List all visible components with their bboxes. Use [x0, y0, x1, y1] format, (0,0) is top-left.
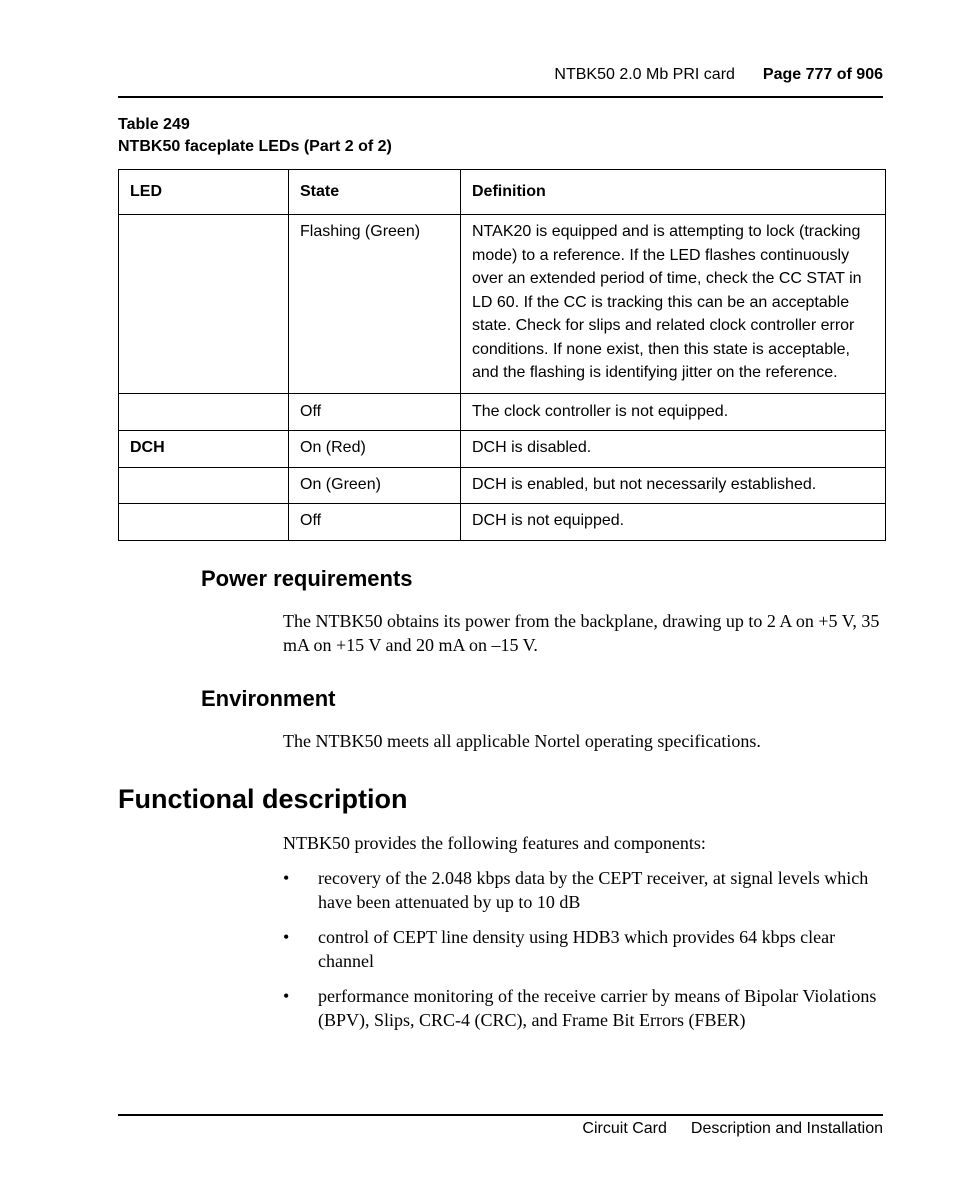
bullet-icon: •	[283, 927, 290, 947]
table-caption-number: Table 249	[118, 116, 190, 133]
column-header-state: State	[289, 170, 461, 215]
functional-description-intro: NTBK50 provides the following features and components:	[283, 833, 706, 853]
table-row	[119, 467, 886, 504]
cell-state: Off	[289, 504, 461, 541]
list-item	[283, 925, 883, 973]
cell-state: On (Red)	[289, 431, 461, 468]
table-caption-title: NTBK50 faceplate LEDs (Part 2 of 2)	[118, 138, 392, 155]
page-footer-text	[582, 1120, 883, 1138]
page-footer	[118, 1114, 883, 1137]
column-header-definition: Definition	[461, 170, 886, 215]
table-row	[119, 215, 886, 394]
list-item-text: control of CEPT line density using HDB3 which provides 64 kbps clear channel	[318, 927, 836, 971]
table-header-row	[119, 170, 886, 215]
cell-state: On (Green)	[289, 467, 461, 504]
list-item	[283, 866, 883, 914]
header-document-title: NTBK50 2.0 Mb PRI card	[554, 66, 735, 83]
list-item	[283, 984, 883, 1032]
column-header-led: LED	[119, 170, 289, 215]
table-caption	[118, 114, 392, 158]
cell-state: Off	[289, 393, 461, 431]
footer-section: Circuit Card	[582, 1120, 667, 1137]
cell-definition: DCH is not equipped.	[461, 504, 886, 541]
cell-definition: DCH is disabled.	[461, 431, 886, 468]
cell-state: Flashing (Green)	[289, 215, 461, 394]
cell-led: DCH	[119, 431, 289, 468]
table-row	[119, 393, 886, 431]
cell-led	[119, 467, 289, 504]
cell-definition: DCH is enabled, but not necessarily established.	[461, 467, 886, 504]
table-row	[119, 504, 886, 541]
cell-led	[119, 504, 289, 541]
list-item-text: performance monitoring of the receive carrier by means of Bipolar Violations (BPV), Slips, CRC-4 (CRC), and Frame Bit Errors (FBER)	[318, 986, 877, 1030]
power-requirements-text: The NTBK50 obtains its power from the backplane, drawing up to 2 A on +5 V, 35 mA on +15 V and 20 mA on –15 V.	[283, 611, 880, 655]
page-header	[118, 66, 883, 98]
header-page-number: Page 777 of 906	[762, 66, 883, 83]
page-header-text	[554, 66, 883, 84]
table-row	[119, 431, 886, 468]
list-item-text: recovery of the 2.048 kbps data by the CEPT receiver, at signal levels which have been attenuated by up to 10 dB	[318, 868, 869, 912]
cell-led	[119, 393, 289, 431]
cell-definition: NTAK20 is equipped and is attempting to lock (tracking mode) to a reference. If the LED flashes continuously over an extended period of time, check the CC STAT in LD 60. If the CC is tracking this can be an acceptable state. Check for slips and related clock controller error conditions. If none exist, then this state is acceptable, and the flashing is identifying jitter on the reference.	[461, 215, 886, 394]
bullet-icon: •	[283, 986, 290, 1006]
environment-text: The NTBK50 meets all applicable Nortel operating specifications.	[283, 731, 761, 751]
bullet-icon: •	[283, 868, 290, 888]
cell-led	[119, 215, 289, 394]
faceplate-leds-table	[118, 169, 886, 541]
functional-description-heading: Functional description	[118, 784, 408, 814]
cell-definition: The clock controller is not equipped.	[461, 393, 886, 431]
environment-heading: Environment	[201, 686, 336, 711]
features-list	[283, 866, 883, 1043]
power-requirements-heading: Power requirements	[201, 566, 413, 591]
footer-document: Description and Installation	[690, 1120, 883, 1137]
